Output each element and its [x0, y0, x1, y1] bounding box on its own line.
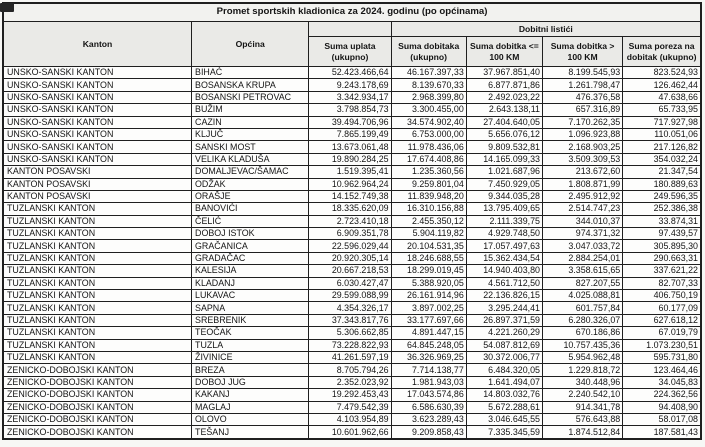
- suma-dobitaka-cell: 36.326.969,25: [391, 351, 466, 363]
- porez-cell: 67.019,79: [623, 327, 701, 339]
- dobitak-do-100-cell: 37.967.851,40: [466, 67, 542, 79]
- dobitak-do-100-cell: 15.362.434,54: [466, 252, 542, 264]
- suma-dobitaka-cell: 9.209.858,43: [391, 426, 466, 439]
- table-row: [3, 67, 701, 79]
- table-row: [3, 413, 701, 425]
- kanton-cell: TUZLANSKI KANTON: [3, 290, 192, 302]
- suma-uplata-cell: 14.152.749,38: [309, 190, 391, 202]
- suma-dobitaka-cell: 5.904.119,82: [391, 228, 466, 240]
- dobitak-preko-100-cell: 2.168.903,25: [542, 141, 622, 153]
- porez-cell: 354.032,24: [623, 153, 701, 165]
- kanton-cell: TUZLANSKI KANTON: [3, 252, 192, 264]
- kanton-cell: UNSKO-SANSKI KANTON: [3, 128, 192, 140]
- opcina-cell: BIHAĆ: [192, 67, 309, 79]
- dobitak-preko-100-cell: 2.514.747,23: [542, 203, 622, 215]
- col-header-suma-uplata: Suma uplata (ukupno): [309, 37, 391, 67]
- porez-cell: 34.045,83: [623, 376, 701, 388]
- dobitak-preko-100-cell: 657.316,89: [542, 104, 622, 116]
- table-row: [3, 116, 701, 128]
- opcina-cell: KAKANJ: [192, 389, 309, 401]
- table-row: [3, 228, 701, 240]
- kanton-cell: ZENICKO-DOBOJSKI KANTON: [3, 401, 192, 413]
- table-row: [3, 252, 701, 264]
- suma-dobitaka-cell: 1.235.360,56: [391, 166, 466, 178]
- opcina-cell: BOSANSKA KRUPA: [192, 79, 309, 91]
- kanton-cell: TUZLANSKI KANTON: [3, 277, 192, 289]
- suma-dobitaka-cell: 3.300.455,00: [391, 104, 466, 116]
- kanton-cell: TUZLANSKI KANTON: [3, 228, 192, 240]
- suma-dobitaka-cell: 11.839.948,20: [391, 190, 466, 202]
- dobitak-preko-100-cell: 601.757,84: [542, 302, 622, 314]
- suma-dobitaka-cell: 46.167.397,33: [391, 67, 466, 79]
- table-row: [3, 389, 701, 401]
- dobitak-do-100-cell: 4.561.712,50: [466, 277, 542, 289]
- suma-uplata-cell: 3.798.854,73: [309, 104, 391, 116]
- suma-dobitaka-cell: 20.104.531,35: [391, 240, 466, 252]
- dobitak-do-100-cell: 4.929.748,50: [466, 228, 542, 240]
- suma-uplata-cell: 13.673.061,48: [309, 141, 391, 153]
- opcina-cell: MAGLAJ: [192, 401, 309, 413]
- opcina-cell: BUŽIM: [192, 104, 309, 116]
- suma-dobitaka-cell: 7.714.138,77: [391, 364, 466, 376]
- dobitak-do-100-cell: 3.295.244,41: [466, 302, 542, 314]
- table-row: [3, 351, 701, 363]
- dobitak-preko-100-cell: 1.874.512,84: [542, 426, 622, 439]
- kanton-cell: TUZLANSKI KANTON: [3, 327, 192, 339]
- porez-cell: 337.621,22: [623, 265, 701, 277]
- dobitak-do-100-cell: 9.809.532,81: [466, 141, 542, 153]
- suma-dobitaka-cell: 16.310.156,88: [391, 203, 466, 215]
- suma-dobitaka-cell: 17.043.574,86: [391, 389, 466, 401]
- kanton-cell: ZENICKO-DOBOJSKI KANTON: [3, 389, 192, 401]
- table-row: [3, 104, 701, 116]
- opcina-cell: TEOČAK: [192, 327, 309, 339]
- dobitak-do-100-cell: 30.372.006,77: [466, 351, 542, 363]
- suma-uplata-cell: 7.479.542,39: [309, 401, 391, 413]
- suma-uplata-cell: 2.352.023,92: [309, 376, 391, 388]
- table-header: [3, 3, 701, 67]
- suma-uplata-cell: 20.667.218,53: [309, 265, 391, 277]
- opcina-cell: BANOVIĆI: [192, 203, 309, 215]
- porez-cell: 47.638,66: [623, 91, 701, 103]
- col-header-kanton: Kanton: [3, 22, 192, 67]
- dobitak-preko-100-cell: 974.371,32: [542, 228, 622, 240]
- table-row: [3, 339, 701, 351]
- table-row: [3, 364, 701, 376]
- kanton-cell: KANTON POSAVSKI: [3, 190, 192, 202]
- dobitak-do-100-cell: 22.136.826,15: [466, 290, 542, 302]
- dobitak-preko-100-cell: 827.207,55: [542, 277, 622, 289]
- dobitak-do-100-cell: 3.046.645,55: [466, 413, 542, 425]
- porez-cell: 406.750,19: [623, 290, 701, 302]
- porez-cell: 21.347,54: [623, 166, 701, 178]
- kanton-cell: TUZLANSKI KANTON: [3, 203, 192, 215]
- dobitak-do-100-cell: 14.940.403,80: [466, 265, 542, 277]
- dobitak-preko-100-cell: 5.954.962,48: [542, 351, 622, 363]
- opcina-cell: OLOVO: [192, 413, 309, 425]
- porez-cell: 82.707,33: [623, 277, 701, 289]
- dobitak-preko-100-cell: 3.509.309,53: [542, 153, 622, 165]
- kanton-cell: TUZLANSKI KANTON: [3, 351, 192, 363]
- porez-cell: 33.874,31: [623, 215, 701, 227]
- porez-cell: 224.362,56: [623, 389, 701, 401]
- dobitak-preko-100-cell: 914.341,78: [542, 401, 622, 413]
- suma-dobitaka-cell: 6.753.000,00: [391, 128, 466, 140]
- suma-uplata-cell: 39.494.706,96: [309, 116, 391, 128]
- suma-uplata-cell: 9.243.178,69: [309, 79, 391, 91]
- table-row: [3, 426, 701, 439]
- opcina-cell: SAPNA: [192, 302, 309, 314]
- suma-uplata-cell: 52.423.466,64: [309, 67, 391, 79]
- suma-uplata-cell: 5.306.662,85: [309, 327, 391, 339]
- document-title: Promet sportskih kladionica za 2024. godinu (po općinama): [3, 3, 701, 22]
- dobitak-preko-100-cell: 670.186,86: [542, 327, 622, 339]
- dobitak-do-100-cell: 6.484.320,05: [466, 364, 542, 376]
- table-row: [3, 79, 701, 91]
- opcina-cell: BREZA: [192, 364, 309, 376]
- porez-cell: 249.596,35: [623, 190, 701, 202]
- dobitak-do-100-cell: 14.803.032,76: [466, 389, 542, 401]
- porez-cell: 123.464,46: [623, 364, 701, 376]
- table-row: [3, 277, 701, 289]
- opcina-cell: ORAŠJE: [192, 190, 309, 202]
- suma-uplata-cell: 6.030.427,47: [309, 277, 391, 289]
- suma-uplata-cell: 10.601.962,66: [309, 426, 391, 439]
- suma-uplata-cell: 4.354.326,17: [309, 302, 391, 314]
- opcina-cell: ŽIVINICE: [192, 351, 309, 363]
- opcina-cell: LUKAVAC: [192, 290, 309, 302]
- suma-uplata-cell: 8.705.794,26: [309, 364, 391, 376]
- table-body: [3, 67, 701, 439]
- suma-uplata-cell: 19.890.284,25: [309, 153, 391, 165]
- table-row: [3, 265, 701, 277]
- kanton-cell: ZENICKO-DOBOJSKI KANTON: [3, 364, 192, 376]
- porez-cell: 126.462,44: [623, 79, 701, 91]
- suma-dobitaka-cell: 9.259.801,04: [391, 178, 466, 190]
- opcina-cell: SREBRENIK: [192, 314, 309, 326]
- dobitak-preko-100-cell: 1.229.818,72: [542, 364, 622, 376]
- dobitak-preko-100-cell: 2.495.912,92: [542, 190, 622, 202]
- suma-dobitaka-cell: 3.897.002,25: [391, 302, 466, 314]
- dobitak-do-100-cell: 2.643.138,11: [466, 104, 542, 116]
- suma-uplata-cell: 4.103.954,89: [309, 413, 391, 425]
- suma-uplata-cell: 41.261.597,19: [309, 351, 391, 363]
- porez-cell: 217.126,82: [623, 141, 701, 153]
- table-row: [3, 190, 701, 202]
- dobitak-preko-100-cell: 1.808.871,99: [542, 178, 622, 190]
- opcina-cell: KLJUČ: [192, 128, 309, 140]
- suma-uplata-cell: 19.292.453,43: [309, 389, 391, 401]
- kanton-cell: TUZLANSKI KANTON: [3, 240, 192, 252]
- dobitak-do-100-cell: 7.335.345,59: [466, 426, 542, 439]
- suma-uplata-cell: 2.723.410,18: [309, 215, 391, 227]
- porez-cell: 94.408,90: [623, 401, 701, 413]
- col-header-porez: Suma poreza na dobitak (ukupno): [623, 37, 701, 67]
- suma-dobitaka-cell: 34.574.902,40: [391, 116, 466, 128]
- suma-dobitaka-cell: 8.139.670,33: [391, 79, 466, 91]
- dobitak-do-100-cell: 1.641.494,07: [466, 376, 542, 388]
- table-row: [3, 401, 701, 413]
- porez-cell: 58.017,08: [623, 413, 701, 425]
- suma-dobitaka-cell: 18.299.019,45: [391, 265, 466, 277]
- opcina-cell: GRADAČAC: [192, 252, 309, 264]
- opcina-cell: DOBOJ JUG: [192, 376, 309, 388]
- porez-cell: 97.439,57: [623, 228, 701, 240]
- table-row: [3, 215, 701, 227]
- dobitak-preko-100-cell: 7.170.262,35: [542, 116, 622, 128]
- kanton-cell: KANTON POSAVSKI: [3, 178, 192, 190]
- suma-dobitaka-cell: 17.674.408,86: [391, 153, 466, 165]
- suma-dobitaka-cell: 4.891.447,15: [391, 327, 466, 339]
- table-row: [3, 314, 701, 326]
- suma-dobitaka-cell: 2.968.399,80: [391, 91, 466, 103]
- opcina-cell: VELIKA KLADUŠA: [192, 153, 309, 165]
- porez-cell: 290.663,31: [623, 252, 701, 264]
- dobitak-preko-100-cell: 344.010,37: [542, 215, 622, 227]
- dobitak-preko-100-cell: 4.025.088,81: [542, 290, 622, 302]
- opcina-cell: TEŠANJ: [192, 426, 309, 439]
- title-row: [3, 3, 701, 22]
- header-group-row: [3, 22, 701, 37]
- col-header-dobitak-do-100: Suma dobitka <= 100 KM: [466, 37, 542, 67]
- table-row: [3, 178, 701, 190]
- suma-uplata-cell: 20.920.305,14: [309, 252, 391, 264]
- suma-uplata-cell: 7.865.199,49: [309, 128, 391, 140]
- suma-uplata-cell: 29.599.088,99: [309, 290, 391, 302]
- suma-dobitaka-cell: 64.845.248,05: [391, 339, 466, 351]
- dobitak-do-100-cell: 2.492.023,22: [466, 91, 542, 103]
- dobitak-do-100-cell: 5.672.288,61: [466, 401, 542, 413]
- dobitak-do-100-cell: 26.897.371,59: [466, 314, 542, 326]
- opcina-cell: SANSKI MOST: [192, 141, 309, 153]
- kanton-cell: ZENICKO-DOBOJSKI KANTON: [3, 413, 192, 425]
- porez-cell: 627.618,12: [623, 314, 701, 326]
- dobitak-do-100-cell: 27.404.640,05: [466, 116, 542, 128]
- dobitak-preko-100-cell: 8.199.545,93: [542, 67, 622, 79]
- suma-uplata-cell: 1.519.395,41: [309, 166, 391, 178]
- suma-dobitaka-cell: 5.388.920,05: [391, 277, 466, 289]
- table-row: [3, 128, 701, 140]
- suma-dobitaka-cell: 2.455.350,12: [391, 215, 466, 227]
- suma-uplata-cell: 22.596.029,44: [309, 240, 391, 252]
- table-row: [3, 290, 701, 302]
- porez-cell: 60.177,09: [623, 302, 701, 314]
- kanton-cell: UNSKO-SANSKI KANTON: [3, 153, 192, 165]
- suma-uplata-cell: 73.228.822,93: [309, 339, 391, 351]
- suma-uplata-cell: 18.335.620,09: [309, 203, 391, 215]
- porez-cell: 180.889,63: [623, 178, 701, 190]
- dobitak-preko-100-cell: 1.096.923,88: [542, 128, 622, 140]
- dobitak-do-100-cell: 4.221.260,29: [466, 327, 542, 339]
- dobitak-do-100-cell: 7.450.929,05: [466, 178, 542, 190]
- suma-dobitaka-cell: 6.586.630,39: [391, 401, 466, 413]
- col-group-dobitni-listici: Dobitni listići: [391, 22, 701, 37]
- porez-cell: 595.731,80: [623, 351, 701, 363]
- header-blank-cell: [309, 22, 391, 37]
- dobitak-preko-100-cell: 3.358.615,65: [542, 265, 622, 277]
- dobitak-preko-100-cell: 6.280.326,07: [542, 314, 622, 326]
- opcina-cell: TUZLA: [192, 339, 309, 351]
- kanton-cell: ZENICKO-DOBOJSKI KANTON: [3, 376, 192, 388]
- kanton-cell: TUZLANSKI KANTON: [3, 339, 192, 351]
- kanton-cell: UNSKO-SANSKI KANTON: [3, 67, 192, 79]
- suma-uplata-cell: 10.962.964,24: [309, 178, 391, 190]
- porez-cell: 717.927,98: [623, 116, 701, 128]
- suma-dobitaka-cell: 18.246.688,55: [391, 252, 466, 264]
- dobitak-preko-100-cell: 10.757.435,36: [542, 339, 622, 351]
- kanton-cell: UNSKO-SANSKI KANTON: [3, 91, 192, 103]
- table-row: [3, 203, 701, 215]
- porez-cell: 110.051,06: [623, 128, 701, 140]
- kanton-cell: TUZLANSKI KANTON: [3, 314, 192, 326]
- dobitak-do-100-cell: 2.111.339,75: [466, 215, 542, 227]
- dobitak-do-100-cell: 6.877.871,86: [466, 79, 542, 91]
- table-row: [3, 327, 701, 339]
- dobitak-preko-100-cell: 2.884.254,01: [542, 252, 622, 264]
- porez-cell: 252.386,38: [623, 203, 701, 215]
- kanton-cell: TUZLANSKI KANTON: [3, 302, 192, 314]
- dobitak-do-100-cell: 14.165.099,33: [466, 153, 542, 165]
- kanton-cell: TUZLANSKI KANTON: [3, 265, 192, 277]
- dobitak-do-100-cell: 9.344.035,28: [466, 190, 542, 202]
- dobitak-preko-100-cell: 213.672,60: [542, 166, 622, 178]
- porez-cell: 823.524,93: [623, 67, 701, 79]
- dobitak-do-100-cell: 54.087.812,69: [466, 339, 542, 351]
- kanton-cell: UNSKO-SANSKI KANTON: [3, 116, 192, 128]
- suma-dobitaka-cell: 11.978.436,06: [391, 141, 466, 153]
- suma-dobitaka-cell: 33.177.697,66: [391, 314, 466, 326]
- table-row: [3, 166, 701, 178]
- betting-turnover-table: [2, 2, 702, 440]
- dobitak-preko-100-cell: 3.047.033,72: [542, 240, 622, 252]
- table-row: [3, 141, 701, 153]
- scan-artifact: [0, 3, 14, 12]
- dobitak-preko-100-cell: 340.448,96: [542, 376, 622, 388]
- kanton-cell: UNSKO-SANSKI KANTON: [3, 141, 192, 153]
- suma-uplata-cell: 6.909.351,78: [309, 228, 391, 240]
- table-row: [3, 302, 701, 314]
- dobitak-do-100-cell: 1.021.687,96: [466, 166, 542, 178]
- table-row: [3, 153, 701, 165]
- kanton-cell: KANTON POSAVSKI: [3, 166, 192, 178]
- suma-uplata-cell: 3.342.934,17: [309, 91, 391, 103]
- opcina-cell: KLADANJ: [192, 277, 309, 289]
- porez-cell: 305.895,30: [623, 240, 701, 252]
- dobitak-do-100-cell: 13.795.409,65: [466, 203, 542, 215]
- dobitak-do-100-cell: 5.656.076,12: [466, 128, 542, 140]
- dobitak-preko-100-cell: 476.376,58: [542, 91, 622, 103]
- suma-dobitaka-cell: 1.981.943,03: [391, 376, 466, 388]
- opcina-cell: DOBOJ ISTOK: [192, 228, 309, 240]
- opcina-cell: KALESIJA: [192, 265, 309, 277]
- dobitak-preko-100-cell: 1.261.798,47: [542, 79, 622, 91]
- dobitak-preko-100-cell: 2.240.542,10: [542, 389, 622, 401]
- col-header-dobitak-preko-100: Suma dobitka > 100 KM: [542, 37, 622, 67]
- table-row: [3, 240, 701, 252]
- porez-cell: 187.581,43: [623, 426, 701, 439]
- kanton-cell: ZENICKO-DOBOJSKI KANTON: [3, 426, 192, 439]
- col-header-suma-dobitaka: Suma dobitaka (ukupno): [391, 37, 466, 67]
- opcina-cell: CAZIN: [192, 116, 309, 128]
- opcina-cell: ODŽAK: [192, 178, 309, 190]
- suma-uplata-cell: 37.343.817,76: [309, 314, 391, 326]
- opcina-cell: DOMALJEVAC/ŠAMAC: [192, 166, 309, 178]
- opcina-cell: BOSANSKI PETROVAC: [192, 91, 309, 103]
- kanton-cell: TUZLANSKI KANTON: [3, 215, 192, 227]
- kanton-cell: UNSKO-SANSKI KANTON: [3, 104, 192, 116]
- porez-cell: 65.733,95: [623, 104, 701, 116]
- suma-dobitaka-cell: 26.161.914,96: [391, 290, 466, 302]
- opcina-cell: ČELIĆ: [192, 215, 309, 227]
- col-header-opcina: Općina: [192, 22, 309, 67]
- table-row: [3, 91, 701, 103]
- dobitak-do-100-cell: 17.057.497,63: [466, 240, 542, 252]
- porez-cell: 1.073.230,51: [623, 339, 701, 351]
- suma-dobitaka-cell: 3.623.289,43: [391, 413, 466, 425]
- opcina-cell: GRAČANICA: [192, 240, 309, 252]
- dobitak-preko-100-cell: 576.643,88: [542, 413, 622, 425]
- table-row: [3, 376, 701, 388]
- kanton-cell: UNSKO-SANSKI KANTON: [3, 79, 192, 91]
